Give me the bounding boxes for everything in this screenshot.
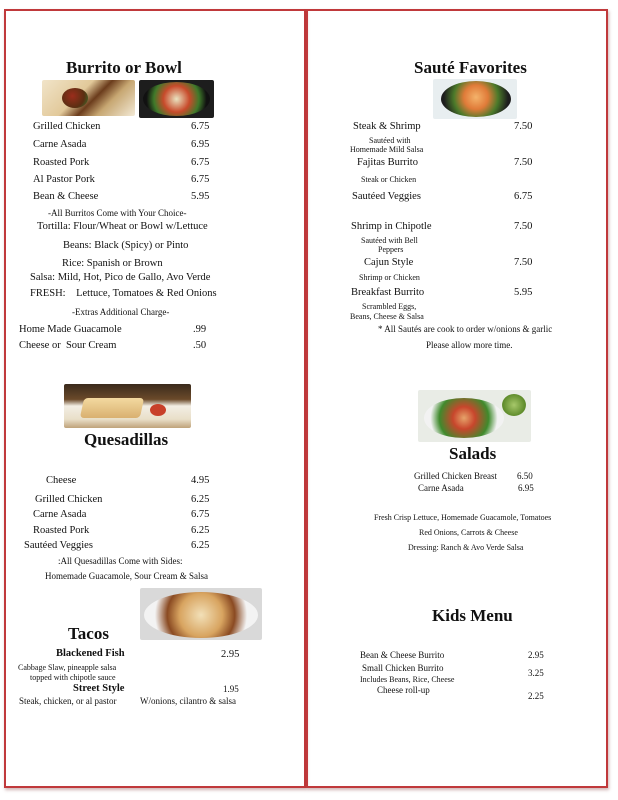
burrito-item-price: 6.75 (191, 157, 210, 168)
burrito-item-price: 5.95 (191, 191, 210, 202)
taco-blackened-price: 2.95 (221, 649, 240, 660)
saute-item-desc: Shrimp or Chicken (359, 273, 420, 282)
burrito-tortilla: Tortilla: Flour/Wheat or Bowl w/Lettuce (37, 221, 208, 232)
saute-item-desc: Homemade Mild Salsa (350, 145, 424, 154)
quesadilla-item-price: 6.25 (191, 540, 210, 551)
quesadilla-item-price: 4.95 (191, 475, 210, 486)
burrito-item-price: 6.75 (191, 121, 210, 132)
burrito-fresh: FRESH: Lettuce, Tomatoes & Red Onions (30, 288, 217, 299)
quesadilla-item-name: Carne Asada (33, 509, 87, 520)
quesadillas-section-title: Quesadillas (84, 430, 169, 449)
kids-item-price: 2.25 (528, 691, 544, 701)
burrito-item-name: Grilled Chicken (33, 121, 101, 132)
salads-section-title: Salads (449, 444, 497, 463)
salad-item-name: Carne Asada (418, 483, 464, 493)
salad-desc: Red Onions, Carrots & Cheese (419, 528, 518, 537)
taco-street-price: 1.95 (223, 684, 239, 694)
tacos-photo (140, 588, 262, 640)
burrito-photo (42, 80, 135, 116)
burrito-item-name: Carne Asada (33, 139, 87, 150)
saute-item-price: 5.95 (514, 287, 533, 298)
tacos-section-title: Tacos (68, 624, 109, 643)
kids-item-name: Cheese roll-up (377, 685, 430, 695)
saute-note: Please allow more time. (426, 340, 513, 350)
kids-section-title: Kids Menu (432, 606, 513, 625)
burrito-salsa: Salsa: Mild, Hot, Pico de Gallo, Avo Verde (30, 272, 211, 283)
saute-item-desc: Scrambled Eggs, (362, 302, 417, 311)
quesadilla-item-price: 6.25 (191, 525, 210, 536)
burrito-item-name: Roasted Pork (33, 157, 90, 168)
saute-item-name: Steak & Shrimp (353, 121, 421, 132)
extra-item-price: .99 (193, 324, 207, 335)
saute-item-price: 7.50 (514, 257, 533, 268)
salad-item-name: Grilled Chicken Breast (414, 471, 497, 481)
taco-street-name: Street Style (73, 683, 125, 694)
burrito-section-title: Burrito or Bowl (66, 58, 182, 77)
extra-item-name: Home Made Guacamole (19, 324, 122, 335)
quesadilla-item-name: Roasted Pork (33, 525, 90, 536)
saute-item-price: 7.50 (514, 221, 533, 232)
extra-item-price: .50 (193, 340, 207, 351)
saute-item-price: 7.50 (514, 121, 533, 132)
saute-note: * All Sautés are cook to order w/onions & garlic (378, 324, 553, 334)
saute-item-name: Fajitas Burrito (357, 157, 418, 168)
burrito-item-name: Bean & Cheese (33, 191, 99, 202)
saute-section-title: Sauté Favorites (414, 58, 527, 77)
quesadilla-sides: Homemade Guacamole, Sour Cream & Salsa (45, 571, 208, 581)
quesadilla-item-name: Sautéed Veggies (24, 540, 93, 551)
kids-item-price: 3.25 (528, 668, 544, 678)
salad-photo (418, 390, 531, 442)
burrito-extras-note: -Extras Additional Charge- (72, 307, 170, 317)
taco-street-desc: Steak, chicken, or al pastor (19, 696, 117, 706)
saute-photo (433, 79, 517, 119)
salad-item-price: 6.95 (518, 483, 534, 493)
salad-desc: Fresh Crisp Lettuce, Homemade Guacamole, Tomatoes (374, 513, 552, 522)
burrito-item-name: Al Pastor Pork (33, 174, 95, 185)
salad-dressing: Dressing: Ranch & Avo Verde Salsa (408, 543, 524, 552)
kids-item-name: Small Chicken Burrito (362, 663, 444, 673)
salad-item-price: 6.50 (517, 471, 533, 481)
saute-item-name: Sautéed Veggies (352, 191, 421, 202)
kids-item-price: 2.95 (528, 650, 544, 660)
saute-item-name: Cajun Style (364, 257, 414, 268)
saute-item-name: Breakfast Burrito (351, 287, 425, 298)
kids-item-name: Bean & Cheese Burrito (360, 650, 445, 660)
burrito-choice-note: -All Burritos Come with Your Choice- (48, 208, 187, 218)
saute-item-desc: Peppers (378, 245, 404, 254)
taco-blackened-name: Blackened Fish (56, 648, 125, 659)
saute-item-desc: Steak or Chicken (361, 175, 417, 184)
bowl-photo (139, 80, 214, 118)
taco-blackened-desc: Cabbage Slaw, pineapple salsa (18, 663, 117, 672)
saute-item-price: 6.75 (514, 191, 533, 202)
quesadilla-sides-note: :All Quesadillas Come with Sides: (58, 556, 183, 566)
saute-item-name: Shrimp in Chipotle (351, 221, 432, 232)
burrito-item-price: 6.95 (191, 139, 210, 150)
burrito-rice: Rice: Spanish or Brown (62, 258, 163, 269)
saute-item-price: 7.50 (514, 157, 533, 168)
quesadilla-item-name: Grilled Chicken (35, 494, 103, 505)
taco-blackened-desc: topped with chipotle sauce (30, 673, 116, 682)
extra-item-name: Cheese or Sour Cream (19, 340, 117, 351)
quesadilla-item-name: Cheese (46, 475, 77, 486)
quesadilla-photo (64, 384, 191, 428)
kids-item-desc: Includes Beans, Rice, Cheese (360, 675, 455, 684)
saute-item-desc: Beans, Cheese & Salsa (350, 312, 424, 321)
burrito-beans: Beans: Black (Spicy) or Pinto (63, 240, 189, 251)
quesadilla-item-price: 6.25 (191, 494, 210, 505)
saute-item-desc: Sautéed with (369, 136, 411, 145)
quesadilla-item-price: 6.75 (191, 509, 210, 520)
saute-item-desc: Sautéed with Bell (361, 236, 418, 245)
burrito-item-price: 6.75 (191, 174, 210, 185)
taco-street-desc-2: W/onions, cilantro & salsa (140, 696, 236, 706)
